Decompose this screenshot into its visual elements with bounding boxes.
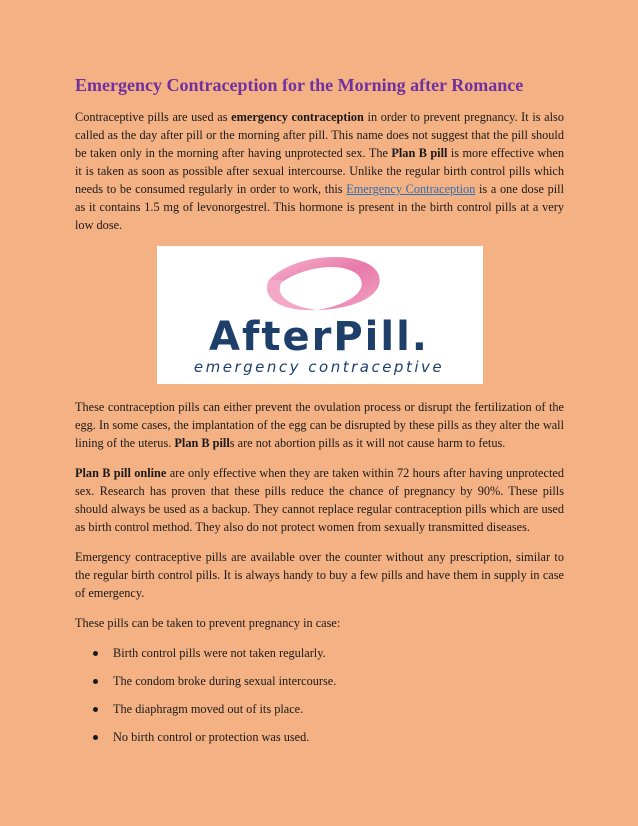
bullet-icon	[93, 651, 98, 656]
logo-tagline-text: emergency contraceptive	[193, 358, 444, 376]
paragraph-intro	[75, 108, 564, 234]
paragraph-cases-intro: These pills can be taken to prevent pregnancy in case:	[75, 616, 341, 630]
text: s are not abortion pills as it will not cause harm to fetus.	[229, 436, 506, 450]
paragraph-mechanism	[75, 398, 564, 452]
text: are only effective when they are taken within 72 hours after having unprotected sex. Research has proven that these pills reduce the chance of pregnancy by 90%. These pills should always be used as a backup. They cannot replace regular contraception pills which are used as birth control method. They also do not protect women from sexually transmitted diseases.	[75, 466, 564, 534]
list-item: No birth control or protection was used.	[75, 728, 564, 746]
cases-list	[75, 644, 564, 746]
list-item: The diaphragm moved out of its place.	[75, 700, 564, 718]
text: Contraceptive pills are used as	[75, 110, 232, 124]
paragraph-availability: Emergency contraceptive pills are available over the counter without any prescription, similar to the regular birth control pills. It is always handy to buy a few pills and have them in supply in case of emergency.	[75, 550, 564, 600]
afterpill-logo-container	[75, 246, 564, 384]
text: These contraception pills can either prevent the ovulation process or disrupt the fertilization of the egg. In some cases, the implantation of the egg can be disrupted by these pills as they alter the wall lining of the uterus.	[75, 400, 564, 450]
text: in order to prevent pregnancy. It is also called as the day after pill or the morning after pill. This name does not suggest that the pill should be taken only in the morning after having unprotected sex. The	[75, 110, 564, 160]
bold-term: Plan B pill	[391, 146, 448, 160]
document-title: Emergency Contraception for the Morning after Romance	[75, 75, 524, 95]
bullet-icon	[93, 707, 98, 712]
paragraph-effectiveness	[75, 464, 564, 536]
list-item: The condom broke during sexual intercourse.	[75, 672, 564, 690]
logo-ribbon-icon	[157, 246, 483, 384]
bullet-icon	[93, 679, 98, 684]
bullet-icon	[93, 735, 98, 740]
bold-term: emergency contraception	[231, 110, 364, 124]
logo-brand-text: AfterPill.	[208, 314, 429, 360]
list-item: Birth control pills were not taken regularly.	[75, 644, 564, 662]
afterpill-logo	[157, 246, 483, 384]
emergency-contraception-link[interactable]: Emergency Contraception	[346, 182, 476, 196]
bold-term: Plan B pill	[174, 436, 230, 450]
text: is a one dose pill as it contains 1.5 mg of levonorgestrel. This hormone is present in the birth control pills at a very low dose.	[75, 182, 564, 232]
bold-term: Plan B pill online	[75, 466, 167, 480]
text: is more effective when it is taken as soon as possible after sexual intercourse. Unlike the regular birth control pills which needs to be consumed regularly in order to work, this	[75, 146, 564, 196]
